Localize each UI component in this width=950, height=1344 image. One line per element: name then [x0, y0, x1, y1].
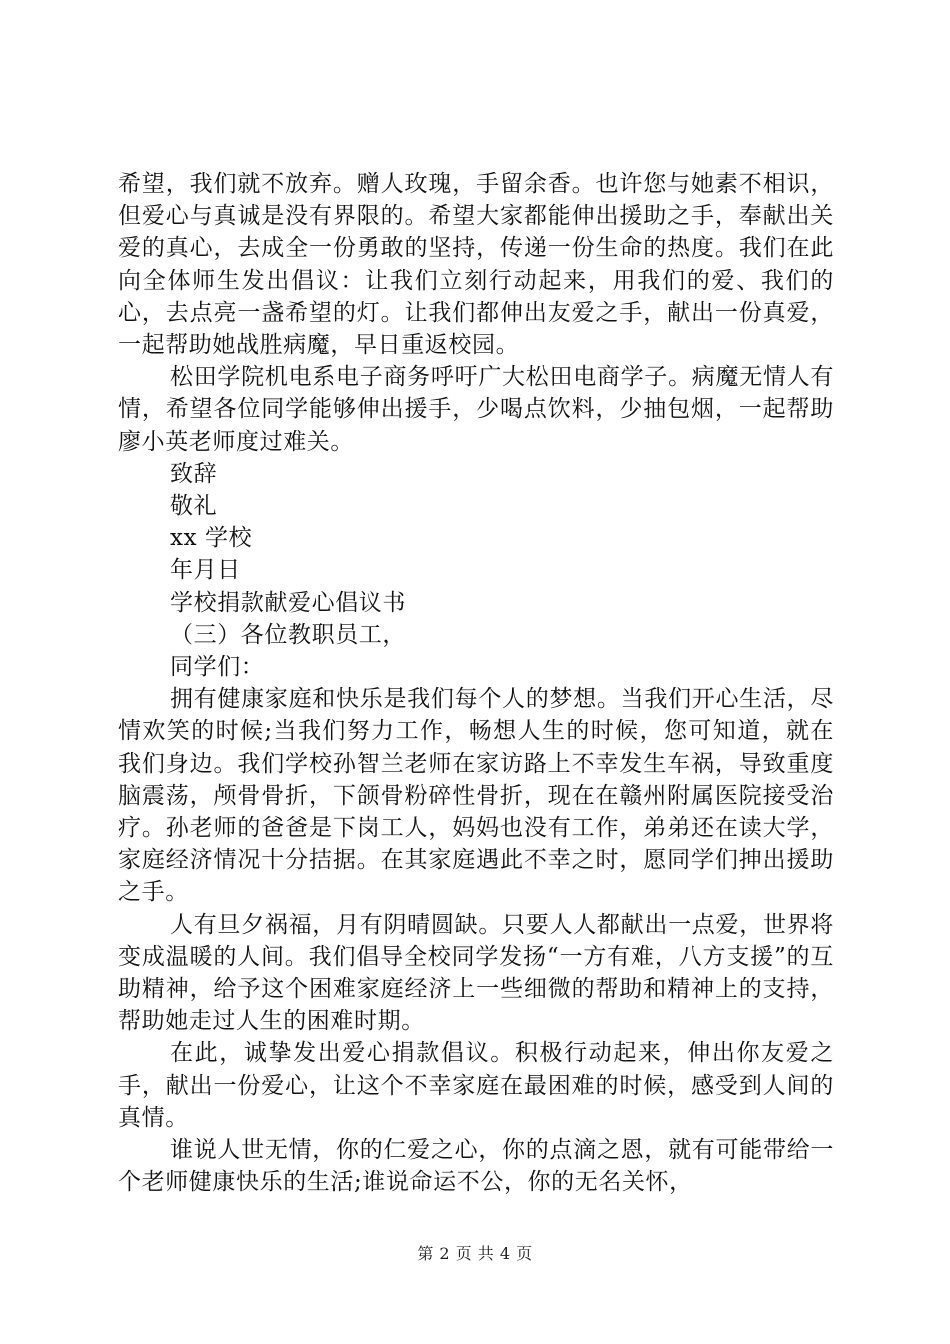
section-title: 学校捐款献爱心倡议书 — [170, 589, 406, 616]
salutation-staff: （三）各位教职员工， — [170, 621, 406, 648]
paragraph-6: 谁说人世无情，你的仁爱之心，你的点滴之恩，就有可能带给一个老师健康快乐的生活;谁说命运不公，你的无名关怀， — [118, 1137, 834, 1196]
page-number-footer: 第 2 页 共 4 页 — [417, 1244, 533, 1263]
salutation-students: 同学们： — [170, 654, 265, 681]
closing-line-school: xx 学校 — [170, 525, 253, 552]
closing-line-date: 年月日 — [170, 557, 241, 584]
paragraph-3: 拥有健康家庭和快乐是我们每个人的梦想。当我们开心生活，尽情欢笑的时候;当我们努力工作，畅想人生的时候，您可知道，就在我们身边。我们学校孙智兰老师在家访路上不幸发生车祸，导致重度脑震荡，颅骨骨折，下颌骨粉碎性骨折，现在在赣州附属医院接受治疗。孙老师的爸爸是下岗工人，妈妈也没有工作，弟弟还在读大学，家庭经济情况十分拮据。在其家庭遇此不幸之时，愿同学们抻出援助之手。 — [118, 686, 834, 906]
paragraph-4: 人有旦夕祸福，月有阴晴圆缺。只要人人都献出一点爱，世界将变成温暖的人间。我们倡导全校同学发扬“一方有难，八方支援”的互助精神，给予这个困难家庭经济上一些细微的帮助和精神上的支持，帮助她走过人生的困难时期。 — [118, 911, 834, 1035]
closing-line-zhici: 致辞 — [170, 460, 218, 487]
paragraph-5: 在此，诚挚发出爱心捐款倡议。积极行动起来，伸出你友爱之手，献出一份爱心，让这个不幸家庭在最困难的时候，感受到人间的真情。 — [118, 1040, 834, 1131]
document-body — [118, 168, 834, 1199]
paragraph-2: 松田学院机电系电子商务呼吁广大松田电商学子。病魔无情人有情，希望各位同学能够伸出援手，少喝点饮料，少抽包烟，一起帮助廖小英老师度过难关。 — [118, 364, 834, 455]
paragraph-1: 希望，我们就不放弃。赠人玫瑰，手留余香。也许您与她素不相识，但爱心与真诚是没有界限的。希望大家都能伸出援助之手，奉献出关爱的真心，去成全一份勇敢的坚持，传递一份生命的热度。我们在此向全体师生发出倡议：让我们立刻行动起来，用我们的爱、我们的心，去点亮一盏希望的灯。让我们都伸出友爱之手，献出一份真爱，一起帮助她战胜病魔，早日重返校园。 — [118, 171, 834, 359]
closing-line-jingli: 敬礼 — [170, 493, 218, 520]
